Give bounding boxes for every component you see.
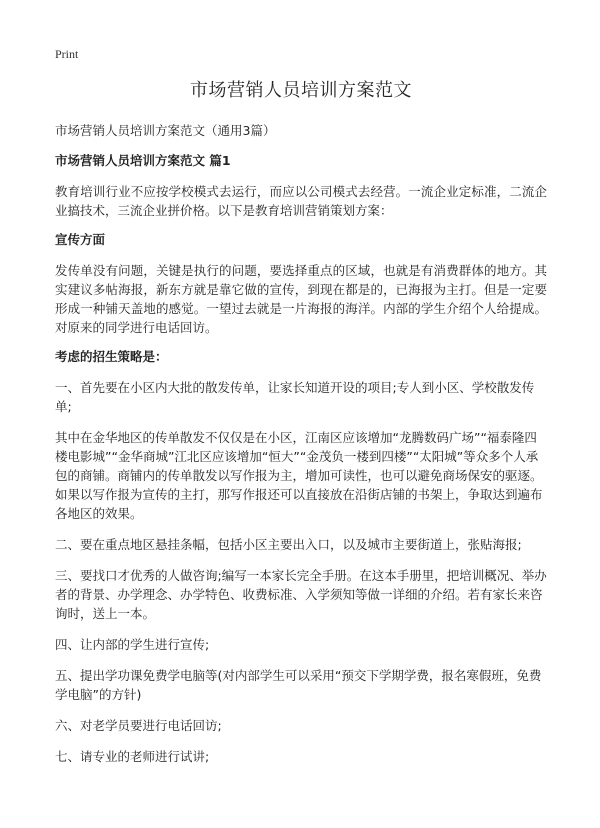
publicity-heading: 宣传方面 <box>55 232 106 247</box>
strategy-item: 七、请专业的老师进行试讲; <box>55 749 210 764</box>
publicity-paragraph: 发传单没有问题，关键是执行的问题，要选择重点的区域，也就是有消费群体的地方。其实建议多帖海报，新东方就是靠它做的宣传，到现在都是的，已海报为主打。但是一定要形成一种铺天盖地的感觉。一望过去就是一片海报的海洋。内部的学生介绍个人给提成。对原来的同学进行电话回访。 <box>55 263 547 335</box>
strategy-item: 六、对老学员要进行电话回访; <box>55 718 222 733</box>
intro-paragraph: 教育培训行业不应按学校模式去运行，而应以公司模式去经营。一流企业定标准，二流企业搞技术，三流企业拼价格。以下是教育培训营销策划方案： <box>55 184 547 218</box>
page-title: 市场营销人员培训方案范文 <box>190 80 412 101</box>
subtitle: 市场营销人员培训方案范文（通用3篇） <box>55 123 276 138</box>
strategy-item: 其中在金华地区的传单散发不仅仅是在小区，江南区应该增加“龙腾数码广场”“福泰隆四楼电影城”“金华商城”江北区应该增加“恒大”“金茂负一楼到四楼”“太阳城”等众多个人承包的商铺。商铺内的传单散发以写作报为主，增加可读性，也可以避免商场保安的驱逐。如果以写作报为宣传的主打，那写作报还可以直接放在沿街店铺的书架上，争取达到遍布各地区的效果。 <box>55 430 543 521</box>
strategy-item: 三、要找口才优秀的人做咨询;编写一本家长完全手册。在这本手册里，把培训概况、举办者的背景、办学理念、办学特色、收费标准、入学须知等做一详细的介绍。若有家长来咨询时，送上一本。 <box>55 568 547 621</box>
section-heading: 市场营销人员培训方案范文 篇1 <box>55 153 231 168</box>
strategy-heading: 考虑的招生策略是： <box>55 349 168 364</box>
strategy-item: 五、提出学功课免费学电脑等(对内部学生可以采用“预交下学期学费，报名寒假班，免费学电脑”的方针) <box>55 668 542 702</box>
strategy-item: 一、首先要在小区内大批的散发传单，让家长知道开设的项目;专人到小区、学校散发传单; <box>55 380 535 414</box>
strategy-item: 二、要在重点地区悬挂条幅，包括小区主要出入口，以及城市主要街道上，张贴海报; <box>55 537 522 552</box>
article <box>55 78 547 778</box>
strategy-item: 四、让内部的学生进行宣传; <box>55 637 210 652</box>
print-link[interactable]: Print <box>55 47 79 61</box>
